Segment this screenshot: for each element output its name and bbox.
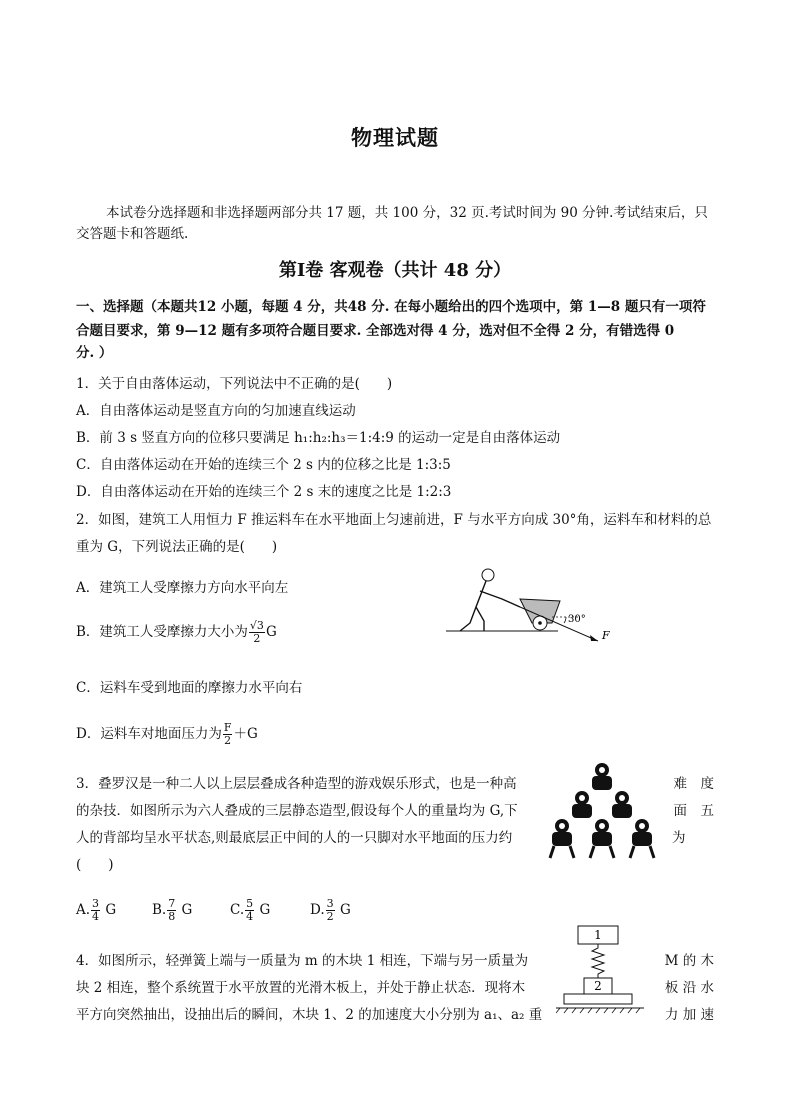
q1-option-d: D．自由落体运动在开始的连续三个 2 s 末的速度之比是 1:2:3	[76, 484, 452, 500]
q2-option-d-fraction	[223, 722, 233, 747]
q2-stem-line-1: 2．如图，建筑工人用恒力 F 推运料车在水平地面上匀速前进，F 与水平方向成 30°角，运料车和材料的总	[76, 512, 712, 528]
q1-option-b: B．前 3 s 竖直方向的位移只要满足 h₁:h₂:h₃＝1:4:9 的运动一定是自由落体运动	[76, 430, 561, 446]
fraction-denominator: 2	[253, 632, 261, 645]
fraction-numerator: 5	[246, 897, 254, 910]
q4-line-1: 4．如图所示，轻弹簧上端与一质量为 m 的木块 1 相连，下端与另一质量为	[76, 953, 529, 969]
q3-option-d	[310, 898, 351, 923]
q3-line-3-right: 为	[672, 830, 686, 846]
q4-line-3-right: 力 加 速	[664, 1007, 714, 1023]
q3-line-1: 3．叠罗汉是一种二人以上层层叠成各种造型的游戏娱乐形式，也是一种高	[76, 776, 517, 792]
option-suffix: G	[105, 902, 117, 918]
option-suffix: G	[259, 902, 271, 918]
angle-arc	[564, 617, 566, 623]
q1-stem: 1．关于自由落体运动，下列说法中不正确的是( )	[76, 376, 393, 392]
section-title: 第Ⅰ卷 客观卷（共计 48 分）	[278, 260, 512, 281]
block-1-label: 1	[594, 928, 602, 942]
pyramid-people	[552, 763, 652, 846]
q2-option-b-fraction	[249, 620, 265, 645]
cart-axle	[538, 621, 542, 625]
intro-line-1: 本试卷分选择题和非选择题两部分共 17 题，共 100 分，32 页.考试时间为 90 分钟.考试结束后，只	[106, 205, 708, 221]
fraction-numerator: F	[223, 721, 232, 734]
instructions-line-1: 一、选择题（本题共12 小题，每题 4 分，共48 分. 在每小题给出的四个选项中，第 1—8 题只有一项符	[76, 299, 706, 315]
q2-stem-line-2: 重为 G，下列说法正确的是( )	[76, 539, 278, 555]
q1-option-a: A．自由落体运动是竖直方向的匀加速直线运动	[76, 403, 356, 419]
block-2-label: 2	[594, 979, 602, 993]
intro-line-2: 交答题卡和答题纸.	[76, 226, 189, 242]
fraction-denominator: 2	[224, 734, 232, 747]
pyramid-legs	[550, 846, 654, 858]
option-fraction	[167, 898, 176, 923]
q2-option-b	[76, 620, 277, 645]
instructions-line-3: 分. ）	[76, 345, 113, 361]
option-prefix: B.	[152, 902, 167, 918]
q1-option-c: C．自由落体运动在开始的连续三个 2 s 内的位移之比是 1:3:5	[76, 457, 451, 473]
force-label: F	[602, 629, 610, 642]
force-arrow-line	[520, 607, 598, 641]
angle-label: 30°	[568, 614, 586, 625]
option-suffix: G	[181, 902, 193, 918]
fraction-numerator: 3	[326, 897, 334, 910]
worker-body	[460, 581, 520, 631]
option-suffix: G	[339, 902, 351, 918]
q2-option-d-suffix: ＋G	[233, 726, 258, 742]
option-fraction	[326, 898, 335, 923]
option-fraction	[91, 898, 100, 923]
wheelbarrow-figure	[440, 565, 620, 650]
spring-blocks-figure	[556, 922, 648, 1014]
support-hatching	[556, 1008, 640, 1013]
fraction-denominator: 2	[326, 910, 334, 923]
q3-option-c	[230, 898, 270, 923]
fraction-numerator: 7	[168, 897, 176, 910]
option-fraction	[245, 898, 254, 923]
q4-line-3: 平方向突然抽出，设抽出后的瞬间，木块 1、2 的加速度大小分别为 a₁、a₂ 重	[76, 1007, 543, 1023]
option-prefix: C.	[230, 902, 245, 918]
q2-option-d	[76, 722, 258, 747]
fraction-denominator: 8	[168, 910, 176, 923]
fraction-numerator: √3	[249, 619, 264, 632]
q2-option-b-suffix: G	[265, 624, 277, 640]
q3-line-4: ( )	[76, 857, 114, 873]
q3-option-b	[152, 898, 192, 923]
q4-line-1-right: M 的 木	[664, 953, 714, 969]
q2-option-a: A．建筑工人受摩擦力方向水平向左	[76, 580, 289, 596]
q4-line-2-right: 板 沿 水	[664, 980, 714, 996]
q3-line-2: 的杂技．如图所示为六人叠成的三层静态造型,假设每个人的重量均为 G,下	[76, 803, 518, 819]
q4-line-2: 块 2 相连，整个系统置于水平放置的光滑木板上，并处于静止状态．现将木	[76, 980, 526, 996]
fraction-denominator: 4	[92, 910, 100, 923]
fraction-numerator: 3	[92, 897, 100, 910]
spring	[592, 944, 604, 978]
instructions-line-2: 合题目要求，第 9—12 题有多项符合题目要求. 全部选对得 4 分，选对但不全得 2 分，有错选得 0	[76, 323, 675, 339]
q3-line-3: 人的背部均呈水平状态,则最底层正中间的人的一只脚对水平地面的压力约	[76, 830, 513, 846]
q3-line-1-right: 难 度	[673, 776, 714, 792]
q3-line-2-right: 面 五	[673, 803, 714, 819]
option-prefix: D.	[310, 902, 325, 918]
fraction-denominator: 4	[246, 910, 254, 923]
q2-option-c: C．运料车受到地面的摩擦力水平向右	[76, 680, 303, 696]
q3-option-a	[76, 898, 116, 923]
worker-head	[482, 569, 494, 581]
page-title: 物理试题	[351, 125, 439, 150]
human-pyramid-figure	[546, 760, 658, 860]
board	[564, 994, 632, 1004]
q2-option-b-text: B．建筑工人受摩擦力大小为	[76, 624, 248, 640]
q2-option-d-text: D．运料车对地面压力为	[76, 726, 222, 742]
option-prefix: A.	[76, 902, 91, 918]
